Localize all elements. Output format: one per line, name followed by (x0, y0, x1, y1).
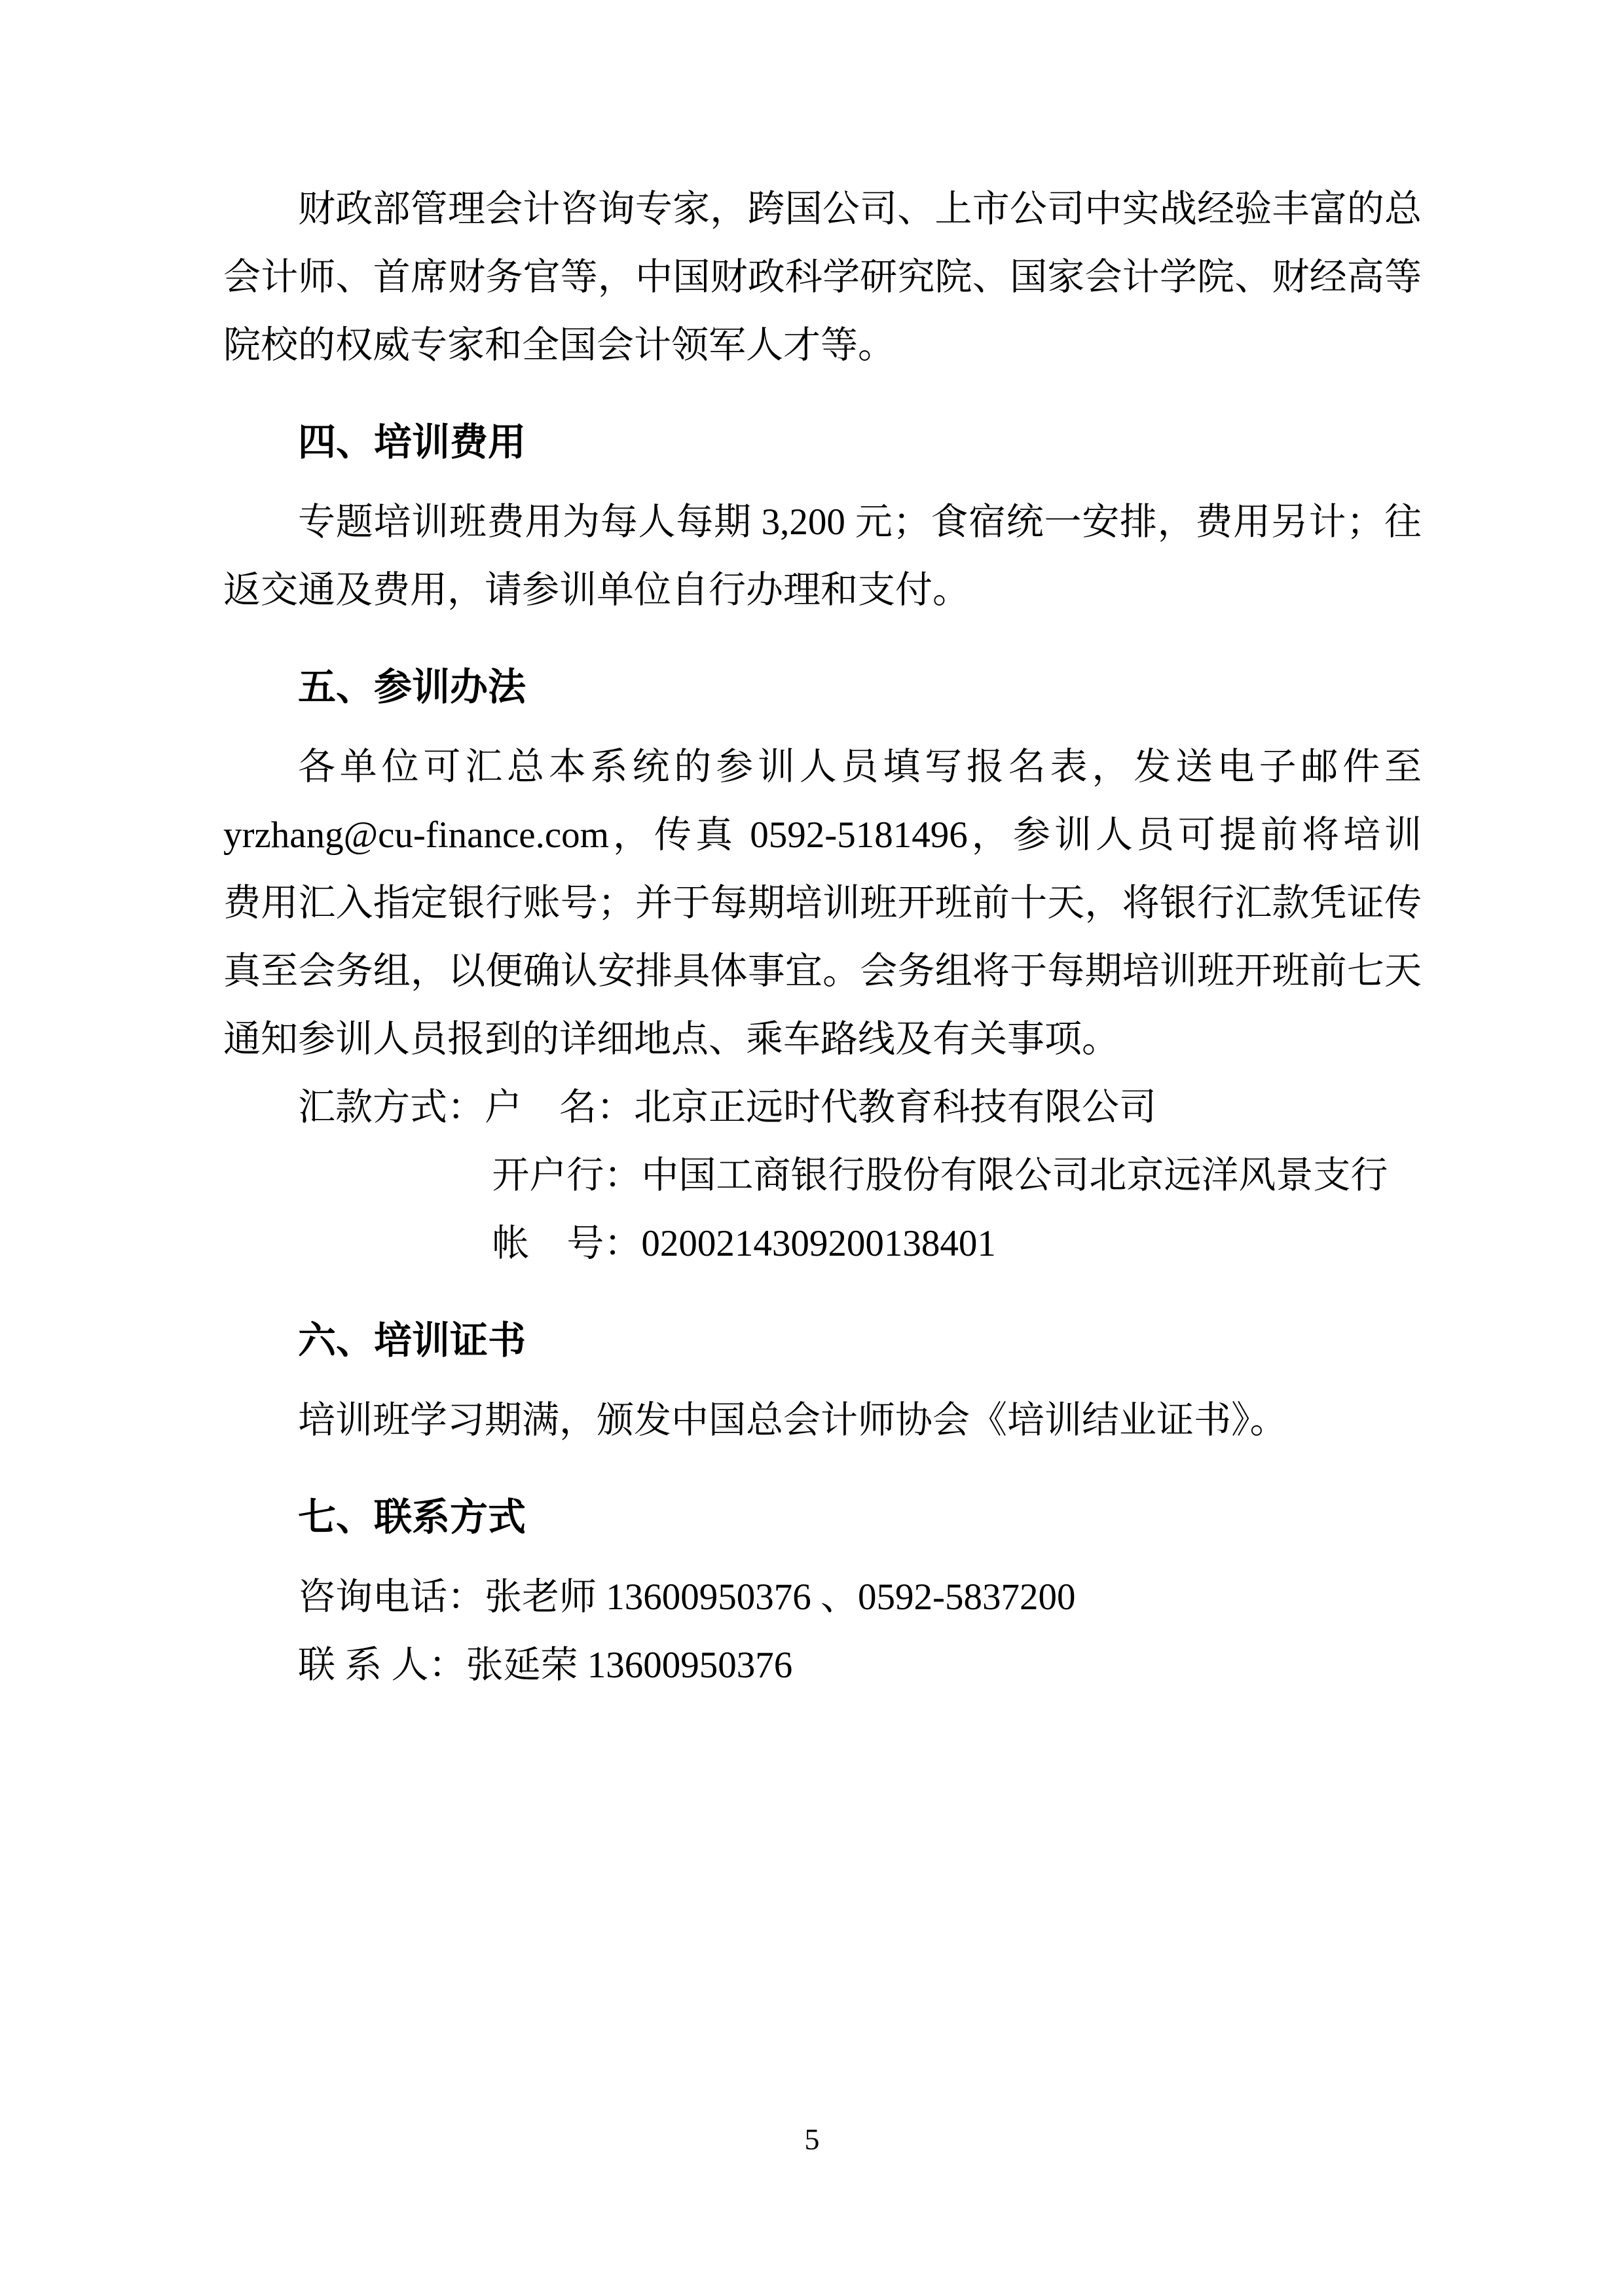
text-line: 汇款方式：户 名：北京正远时代教育科技有限公司 (298, 1087, 1156, 1128)
text-line: 帐 号：0200214309200138401 (492, 1223, 996, 1264)
text-line: 开户行：中国工商银行股份有限公司北京远洋风景支行 (492, 1155, 1388, 1196)
heading-registration-method (223, 653, 1422, 721)
text-line: 各单位可汇总本系统的参训人员填写报名表，发送电子邮件至 (298, 746, 1422, 788)
text-line: 通知参训人员报到的详细地点、乘车路线及有关事项。 (223, 1019, 1119, 1060)
text-line: 返交通及费用，请参训单位自行办理和支付。 (223, 570, 970, 611)
heading-certificate (223, 1307, 1422, 1375)
text-line: 院校的权威专家和全国会计领军人才等。 (223, 325, 895, 366)
heading-line: 六、培训证书 (298, 1319, 526, 1362)
certificate-paragraph (223, 1387, 1422, 1455)
text-line: yrzhang@cu-finance.com，传真 0592-5181496，参训人员可提前将培训 (223, 814, 1422, 856)
document-body (223, 175, 1422, 1700)
text-line: 财政部管理会计咨询专家，跨国公司、上市公司中实战经验丰富的总 (298, 189, 1422, 230)
intro-paragraph (223, 175, 1422, 380)
text-line: 真至会务组，以便确认安排具体事宜。会务组将于每期培训班开班前七天 (223, 951, 1422, 992)
text-line: 会计师、首席财务官等，中国财政科学研究院、国家会计学院、财经高等 (223, 257, 1422, 298)
heading-line: 七、联系方式 (298, 1496, 526, 1539)
text-line: 培训班学习期满，颁发中国总会计师协会《培训结业证书》。 (298, 1400, 1287, 1441)
page-number: 5 (804, 2123, 820, 2156)
text-line: 咨询电话：张老师 13600950376 、0592-5837200 (298, 1576, 1076, 1618)
text-line: 联 系 人：张延荣 13600950376 (298, 1645, 793, 1686)
heading-contact (223, 1484, 1422, 1552)
training-fee-paragraph (223, 488, 1422, 625)
contact-paragraph (223, 1563, 1422, 1700)
text-line: 费用汇入指定银行账号；并于每期培训班开班前十天，将银行汇款凭证传 (223, 883, 1422, 924)
text-line: 专题培训班费用为每人每期 3,200 元；食宿统一安排，费用另计；往 (298, 501, 1422, 543)
registration-paragraph (223, 733, 1422, 1074)
remittance-info (223, 1074, 1422, 1278)
heading-training-fee (223, 409, 1422, 477)
heading-line: 四、培训费用 (298, 421, 526, 464)
heading-line: 五、参训办法 (298, 666, 526, 708)
